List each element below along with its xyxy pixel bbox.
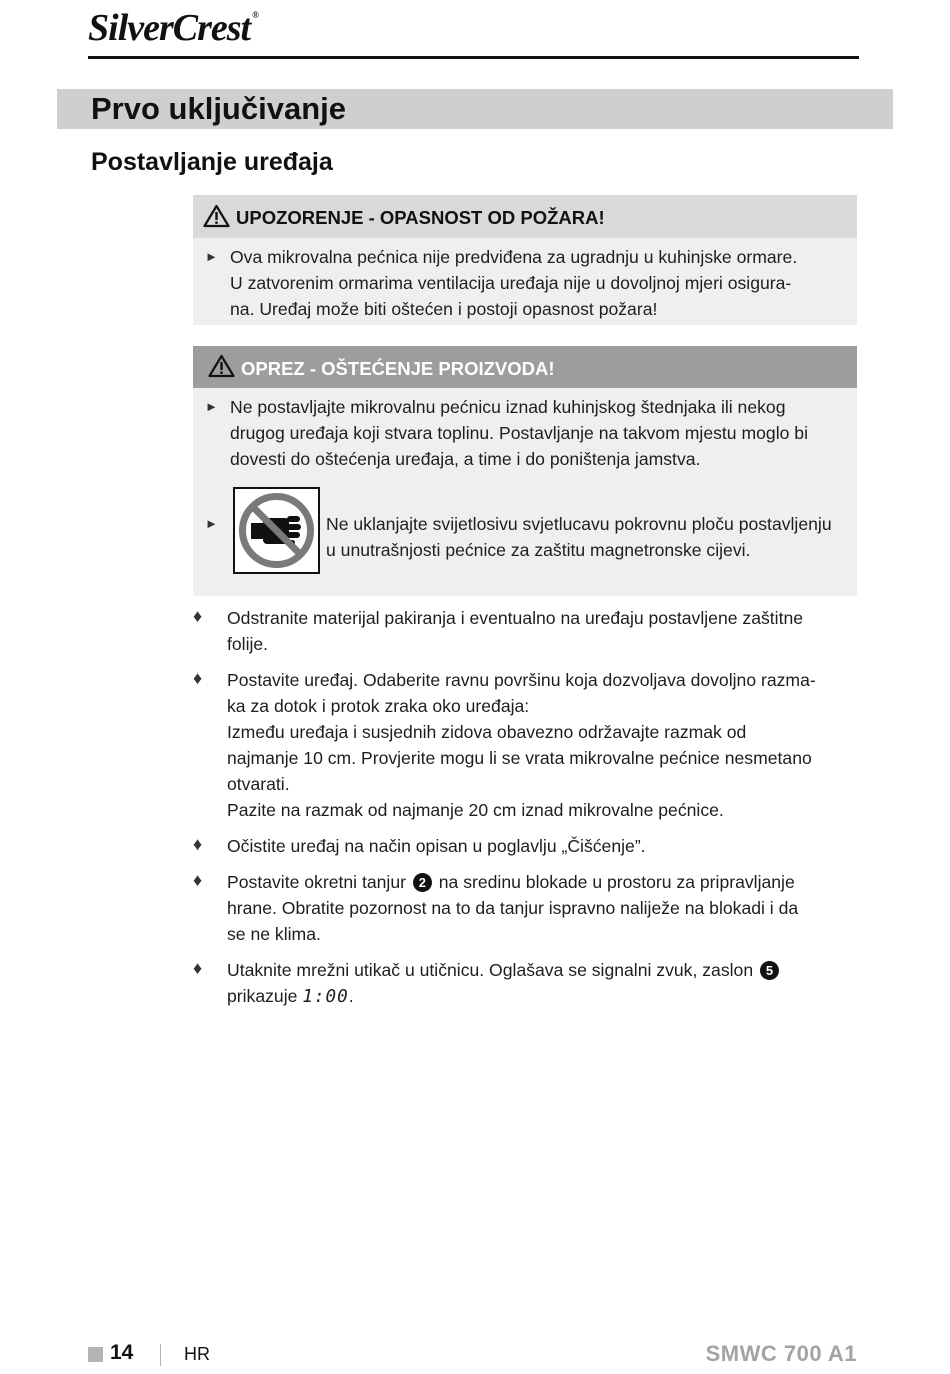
text-line: Između uređaja i susjednih zidova obavezno održavajte razmak od [227,722,747,742]
text-line: U zatvorenim ormarima ventilacija uređaja nije u dovoljnoj mjeri osigura- [230,273,792,293]
diamond-bullet-icon: ♦ [193,606,203,626]
text-line [227,869,798,895]
step-4 [227,869,798,947]
text-line: na. Uređaj može biti oštećen i postoji opasnost požara! [230,299,658,319]
footer-square-marker [88,1347,103,1362]
diamond-bullet-icon: ♦ [193,870,203,890]
text-line: ka za dotok i protok zraka oko uređaja: [227,696,530,716]
text-line: folije. [227,634,269,654]
step-5-end: . [348,986,354,1006]
brand-logo [88,6,258,50]
text-line [227,983,781,1010]
registered-mark: ® [252,10,258,20]
arrow-bullet-icon: ► [205,399,218,414]
step-4-text-b: na sredinu blokade u prostoru za pripravljanje [438,872,795,892]
step-5-text-a: Utaknite mrežni utikač u utičnicu. Oglašava se signalni zvuk, zaslon [227,960,754,980]
warning-triangle-icon [203,204,230,228]
header-rule [88,56,859,59]
turntable-number-badge: 2 [413,873,432,892]
text-line: se ne klima. [227,924,321,944]
text-line: dovesti do oštećenja uređaja, a time i do poništenja jamstva. [230,449,701,469]
text-line: u unutrašnjosti pećnice za zaštitu magnetronske cijevi. [326,540,751,560]
step-4-text-a: Postavite okretni tanjur [227,872,406,892]
arrow-bullet-icon: ► [205,516,218,531]
warning-heading: UPOZORENJE - OPASNOST OD POŽARA! [236,207,605,228]
text-line: Ne uklanjajte svijetlosivu svjetlucavu pokrovnu ploču postavljenju [326,514,832,534]
brand-name: SilverCrest [88,7,251,49]
step-1 [227,605,803,657]
language-code: HR [184,1344,210,1364]
page-number: 14 [110,1341,134,1364]
diamond-bullet-icon: ♦ [193,958,203,978]
caution-triangle-icon [208,354,235,378]
caution-text-1 [230,394,808,472]
diamond-bullet-icon: ♦ [193,668,203,688]
text-line: Ova mikrovalna pećnica nije predviđena za ugradnju u kuhinjske ormare. [230,247,798,267]
warning-text [230,244,797,322]
text-line: Odstranite materijal pakiranja i eventualno na uređaju postavljene zaštitne [227,608,804,628]
text-line: hrane. Obratite pozornost na to da tanjur ispravno naliježe na blokadi i da [227,898,799,918]
text-line: Ne postavljajte mikrovalnu pećnicu iznad kuhinjskog štednjaka ili nekog [230,397,786,417]
step-5 [227,957,781,1010]
do-not-touch-icon [235,489,318,572]
subsection-title: Postavljanje uređaja [91,148,333,176]
caution-heading: OPREZ - OŠTEĆENJE PROIZVODA! [241,358,555,379]
footer-divider [160,1344,161,1366]
step-5-text-b: prikazuje [227,986,298,1006]
display-readout: 1:00 [302,987,349,1007]
text-line: najmanje 10 cm. Provjerite mogu li se vrata mikrovalne pećnice nesmetano [227,748,812,768]
text-line: drugog uređaja koji stvara toplinu. Postavljanje na takvom mjestu moglo bi [230,423,808,443]
text-line: Očistite uređaj na način opisan u poglavlju „Čišćenje”. [227,836,646,856]
display-number-badge: 5 [760,961,779,980]
arrow-bullet-icon: ► [205,249,218,264]
model-number: SMWC 700 A1 [705,1341,857,1366]
section-title: Prvo uključivanje [91,91,346,126]
step-3 [227,833,646,859]
caution-text-2 [326,511,832,563]
diamond-bullet-icon: ♦ [193,834,203,854]
step-2 [227,667,816,823]
no-touch-icon-frame [233,487,320,574]
text-line: Pazite na razmak od najmanje 20 cm iznad mikrovalne pećnice. [227,800,724,820]
text-line: otvarati. [227,774,290,794]
text-line [227,957,781,983]
text-line: Postavite uređaj. Odaberite ravnu površinu koja dozvoljava dovoljno razma- [227,670,816,690]
